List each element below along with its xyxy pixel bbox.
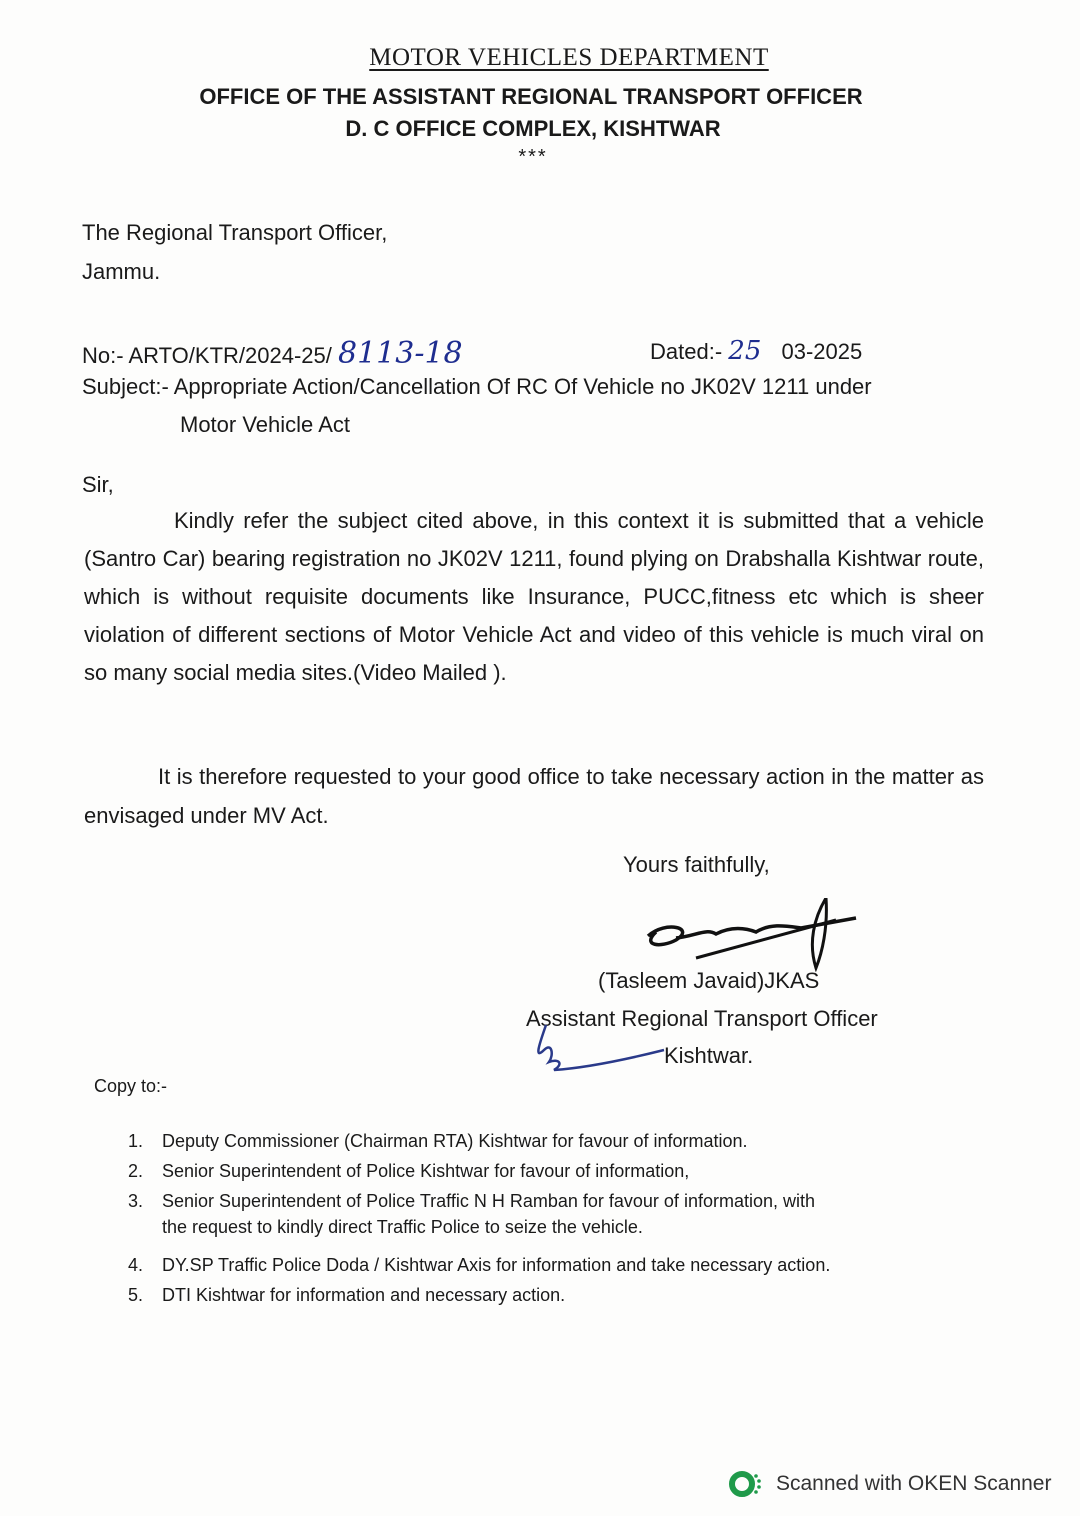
date: Dated:- 25 03-2025 <box>650 336 863 366</box>
copy-to-label: Copy to:- <box>94 1076 168 1096</box>
recipient-line-2: Jammu. <box>82 259 161 284</box>
handwritten-day: 25 <box>728 336 762 366</box>
office-location: D. C OFFICE COMPLEX, KISHTWAR <box>345 116 721 141</box>
body-paragraph-2: It is therefore requested to your good office to take necessary action in the matter as envisaged under MV Act. <box>84 764 984 828</box>
closing: Yours faithfully, <box>623 852 770 877</box>
signature-icon <box>636 898 866 978</box>
handwritten-number: 8113-18 <box>337 336 463 371</box>
scanner-watermark-text: Scanned with OKEN Scanner <box>776 1472 1052 1495</box>
copy-to-item: 1. Deputy Commissioner (Chairman RTA) Kishtwar for favour of information. <box>128 1131 748 1151</box>
reference-number: No:- ARTO/KTR/2024-25/ 8113-18 <box>82 336 463 371</box>
signatory-designation: Assistant Regional Transport Officer <box>526 1006 878 1031</box>
copy-to-item: 5. DTI Kishtwar for information and necessary action. <box>128 1285 566 1305</box>
separator: *** <box>518 146 548 168</box>
initials-icon <box>524 1020 674 1075</box>
subject-line-continued: Motor Vehicle Act <box>180 412 350 437</box>
salutation: Sir, <box>82 472 114 497</box>
oken-scanner-logo-icon <box>728 1466 764 1502</box>
copy-to-item: 3. Senior Superintendent of Police Traffic N H Ramban for favour of information, with the request to kindly direct Traffic Police to seize the vehicle. <box>128 1191 815 1237</box>
signatory-name: (Tasleem Javaid)JKAS <box>598 968 820 993</box>
recipient-line-1: The Regional Transport Officer, <box>82 220 388 245</box>
signatory-place: Kishtwar. <box>664 1043 754 1068</box>
body-paragraph-1: Kindly refer the subject cited above, in this context it is submitted that a vehicle (Santro Car) bearing registration no JK02V 1211, found plying on Drabshalla Kishtwar route, which is without requisite documents like Insurance, PUCC,fitness etc which is sheer violation of different sections of Motor Vehicle Act and video of this vehicle is much viral on so many social media sites.(Video Mailed ). <box>84 508 984 685</box>
subject-line: Subject:- Appropriate Action/Cancellation Of RC Of Vehicle no JK02V 1211 under <box>82 374 872 399</box>
department-title: MOTOR VEHICLES DEPARTMENT <box>369 44 769 71</box>
scanner-watermark <box>728 1466 1051 1502</box>
office-title: OFFICE OF THE ASSISTANT REGIONAL TRANSPORT OFFICER <box>199 84 863 109</box>
copy-to-item: 2. Senior Superintendent of Police Kishtwar for favour of information, <box>128 1161 690 1181</box>
copy-to-item: 4. DY.SP Traffic Police Doda / Kishtwar Axis for information and take necessary action. <box>128 1255 831 1275</box>
